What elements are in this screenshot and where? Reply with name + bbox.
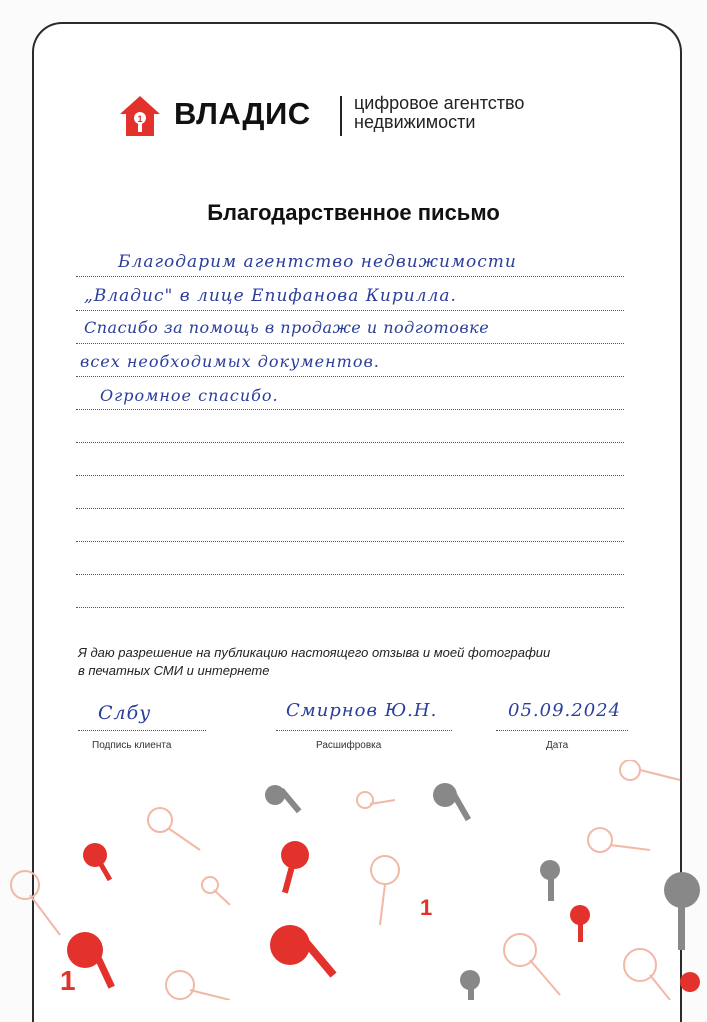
brand-name: ВЛАДИС [174, 96, 311, 131]
brand-logo [118, 94, 598, 138]
key-icon [570, 905, 590, 942]
writing-line [76, 574, 624, 575]
writing-line [76, 376, 624, 377]
key-icon [265, 785, 301, 813]
signature-date: 05.09.2024 [508, 700, 622, 721]
house-key-icon [118, 94, 162, 138]
number-one-icon: 1 [60, 965, 76, 996]
publication-consent [78, 644, 558, 680]
key-outline-icon [11, 760, 680, 1000]
keys-pattern [0, 760, 707, 1000]
key-icon [664, 872, 700, 950]
signature-line [78, 730, 206, 731]
key-icon [433, 783, 471, 821]
writing-line [76, 541, 624, 542]
client-signature-caption: Подпись клиента [92, 740, 172, 751]
letter-line-2: „Владис" в лице Епифанова Кирилла. [84, 286, 457, 306]
decoded-name: Смирнов Ю.Н. [286, 700, 438, 721]
writing-line [76, 276, 624, 277]
decoded-caption: Расшифровка [316, 740, 382, 751]
letter-line-5: Огромное спасибо. [100, 386, 279, 405]
key-icon [460, 970, 480, 1000]
number-one-icon: 1 [420, 895, 433, 920]
date-line [496, 730, 628, 731]
key-icon [83, 843, 112, 881]
writing-line [76, 475, 624, 476]
writing-line [76, 310, 624, 311]
writing-line [76, 508, 624, 509]
brand-tagline [354, 94, 524, 132]
key-icon [680, 972, 700, 992]
svg-text:1: 1 [137, 114, 143, 124]
client-signature: Слбу [98, 702, 152, 724]
writing-line [76, 442, 624, 443]
writing-line [76, 343, 624, 344]
letter-line-1: Благодарим агентство недвижимости [118, 252, 517, 272]
writing-line [76, 409, 624, 410]
page-title: Благодарственное письмо [207, 200, 500, 225]
logo-divider [340, 96, 342, 136]
date-caption: Дата [546, 740, 569, 751]
tagline-line-1: цифровое агентство [354, 93, 525, 113]
key-icon [270, 925, 337, 978]
letter-line-4: всех необходимых документов. [80, 352, 380, 371]
key-icon [281, 841, 309, 893]
decoded-line [276, 730, 452, 731]
consent-line-2: в печатных СМИ и интернете [78, 663, 270, 678]
letter-line-3: Спасибо за помощь в продаже и подготовке [84, 318, 490, 337]
tagline-line-2: недвижимости [354, 112, 476, 132]
writing-line [76, 607, 624, 608]
consent-line-1: Я даю разрешение на публикацию настоящего отзыва и моей фотографии [78, 645, 551, 660]
key-icon [540, 860, 560, 901]
